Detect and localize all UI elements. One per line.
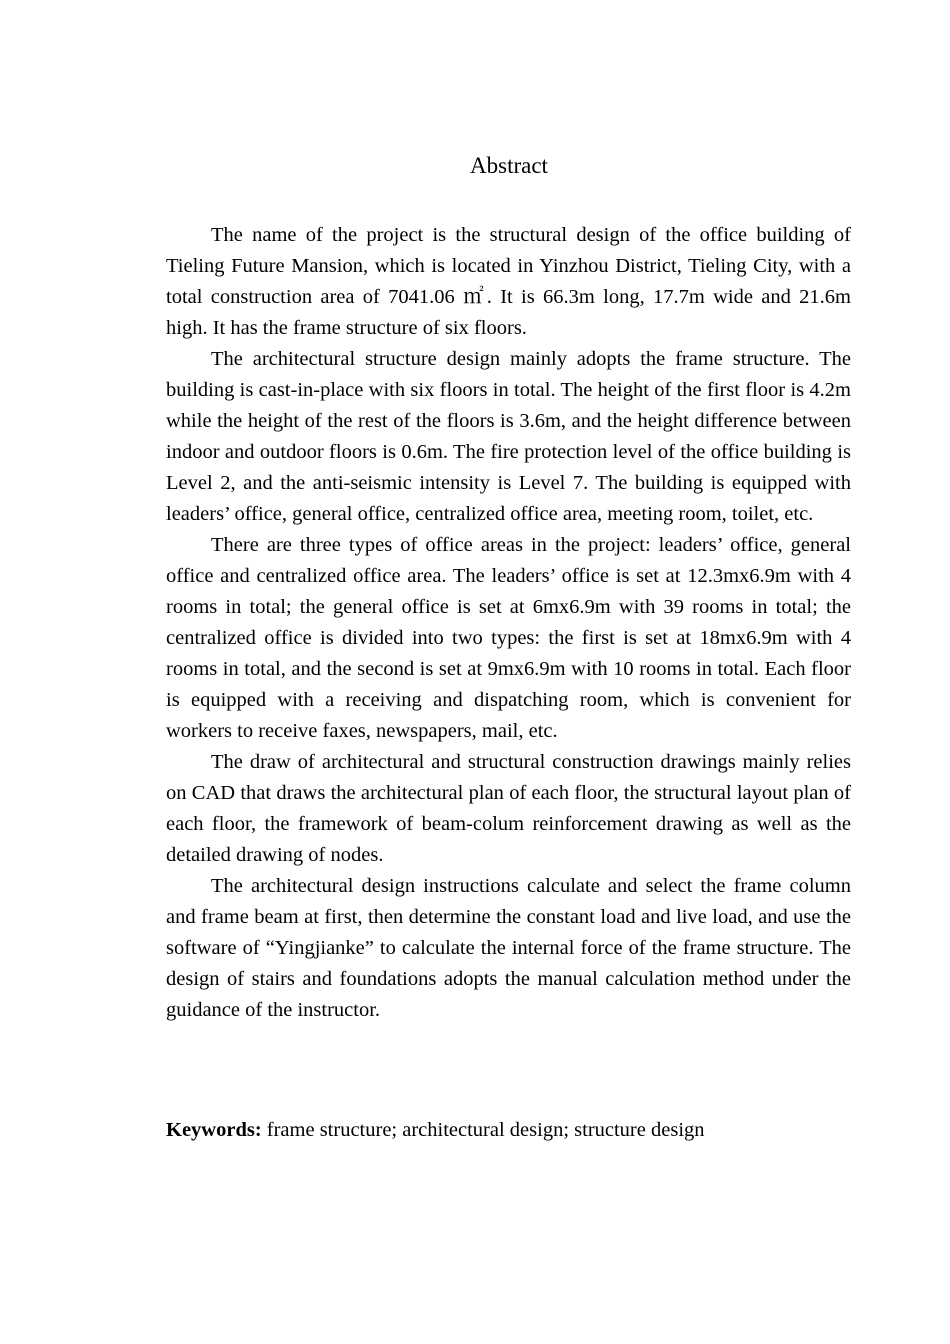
keywords-label: Keywords:	[166, 1119, 262, 1141]
paragraph-1: The name of the project is the structural design of the office building of Tieling Future Mansion, which is located in Yinzhou District, Tieling City, with a total construction area of 7041.06 ㎡. It is 66.3m long, 17.7m wide and 21.6m high. It has the frame structure of six floors.	[166, 224, 851, 339]
paragraph-3: There are three types of office areas in the project: leaders’ office, general office and centralized office area. The leaders’ office is set at 12.3mx6.9m with 4 rooms in total; the general office is set at 6mx6.9m with 39 rooms in total; the centralized office is divided into two types: the first is set at 18mx6.9m with 4 rooms in total, and the second is set at 9mx6.9m with 10 rooms in total. Each floor is equipped with a receiving and dispatching room, which is convenient for workers to receive faxes, newspapers, mail, etc.	[166, 534, 851, 742]
paragraph-4: The draw of architectural and structural construction drawings mainly relies on CAD that draws the architectural plan of each floor, the structural layout plan of each floor, the framework of beam-colum reinforcement drawing as well as the detailed drawing of nodes.	[166, 751, 851, 866]
page-title: Abstract	[470, 153, 548, 178]
paragraph-5: The architectural design instructions calculate and select the frame column and frame beam at first, then determine the constant load and live load, and use the software of “Yingjianke” to calculate the internal force of the frame structure. The design of stairs and foundations adopts the manual calculation method under the guidance of the instructor.	[166, 875, 851, 1021]
keywords-text: frame structure; architectural design; structure design	[266, 1119, 705, 1141]
abstract-body	[166, 220, 851, 1026]
keywords-line	[166, 1115, 851, 1146]
paragraph-2: The architectural structure design mainly adopts the frame structure. The building is cast-in-place with six floors in total. The height of the first floor is 4.2m while the height of the rest of the floors is 3.6m, and the height difference between indoor and outdoor floors is 0.6m. The fire protection level of the office building is Level 2, and the anti-seismic intensity is Level 7. The building is equipped with leaders’ office, general office, centralized office area, meeting room, toilet, etc.	[166, 348, 851, 525]
